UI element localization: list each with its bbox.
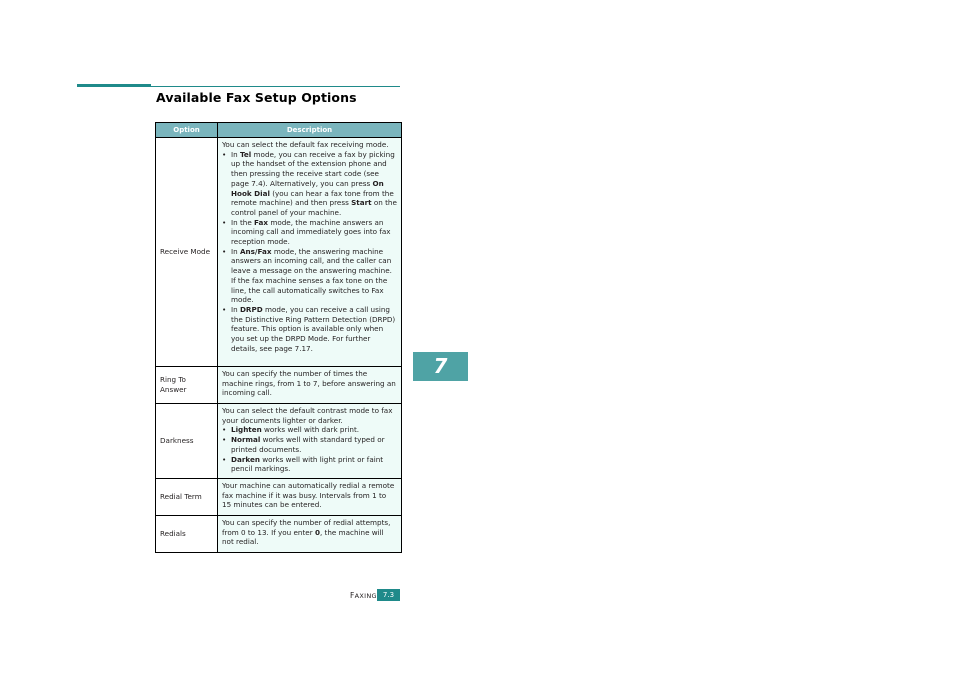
fax-options-table <box>155 122 402 553</box>
column-header-description: Description <box>218 123 402 138</box>
description-darkness <box>218 404 402 479</box>
description-text <box>222 518 397 547</box>
description-text: Your machine can automatically redial a remote fax machine if it was busy. Intervals from 1 to 15 minutes can be entered. <box>222 481 395 510</box>
option-darkness: Darkness <box>156 404 218 479</box>
header-rule-thin <box>151 86 400 87</box>
table-row <box>156 367 402 404</box>
list-item <box>222 435 397 454</box>
text: mode, the answering machine answers an incoming call, and the caller can leave a message on the answering machine. If the fax machine senses a fax tone on the line, the call automatically switches to Fax mode. <box>231 246 392 305</box>
text: works well with light print or faint pencil markings. <box>231 454 384 474</box>
bullet-glyph: • <box>222 435 227 445</box>
description-ring-to-answer <box>218 367 402 404</box>
text: In <box>231 149 240 159</box>
text: In <box>231 246 240 256</box>
bullet-glyph: • <box>222 454 227 464</box>
list-item <box>222 305 397 354</box>
keyword: On Hook Dial <box>231 178 384 198</box>
keyword: Normal <box>231 435 261 445</box>
description-redial-term <box>218 479 402 516</box>
keyword: Ans/Fax <box>239 246 272 256</box>
section-title: Available Fax Setup Options <box>156 90 357 105</box>
text: In <box>231 304 240 314</box>
text: mode, you can receive a call using the Distinctive Ring Pattern Detection (DRPD) feature. This option is available only when you set up the DRPD Mode. For further details, see page 7.17. <box>231 304 396 353</box>
bullet-list <box>222 425 397 474</box>
text: on the control panel of your machine. <box>231 198 397 217</box>
text: mode, you can receive a fax by picking up the handset of the extension phone and then pressing the receive start code (see page 7.4). Alternatively, you can press <box>231 149 395 188</box>
table-header-row <box>156 123 402 138</box>
option-redial-term: Redial Term <box>156 479 218 516</box>
header-rule-thick <box>77 84 151 87</box>
bullet-glyph: • <box>222 425 227 435</box>
description-receive-mode <box>218 138 402 367</box>
option-receive-mode: Receive Mode <box>156 138 218 367</box>
list-item <box>222 425 397 435</box>
keyword: Start <box>351 198 372 208</box>
keyword: DRPD <box>239 304 263 314</box>
text: mode, the machine answers an incoming call and immediately goes into fax reception mode. <box>231 217 391 247</box>
keyword: 0 <box>314 527 320 537</box>
text: , the machine will not redial. <box>222 527 384 547</box>
list-item <box>222 218 397 247</box>
list-item <box>222 455 397 474</box>
description-text: You can specify the number of times the machine rings, from 1 to 7, before answering an incoming call. <box>222 369 396 398</box>
table-row <box>156 138 402 367</box>
list-item <box>222 247 397 305</box>
option-redials: Redials <box>156 516 218 553</box>
description-intro: You can select the default fax receiving mode. <box>222 140 389 149</box>
table-row <box>156 479 402 516</box>
text: works well with dark print. <box>261 425 360 435</box>
footer-label-rest: AXING <box>354 592 377 600</box>
keyword: Tel <box>239 149 252 159</box>
description-redials <box>218 516 402 553</box>
text: In the <box>231 217 255 227</box>
bullet-list <box>222 150 397 354</box>
bullet-glyph: • <box>222 304 227 314</box>
description-intro: You can select the default contrast mode to fax your documents lighter or darker. <box>222 406 393 425</box>
keyword: Lighten <box>231 425 262 435</box>
table-row <box>156 404 402 479</box>
keyword: Fax <box>254 217 269 227</box>
bullet-glyph: • <box>222 149 227 159</box>
keyword: Darken <box>231 454 260 464</box>
list-item <box>222 150 397 218</box>
footer-label-cap: F <box>350 591 355 600</box>
column-header-option: Option <box>156 123 218 138</box>
page-number: 7.3 <box>377 589 400 601</box>
text: (you can hear a fax tone from the remote machine) and then press <box>231 188 394 208</box>
table-row <box>156 516 402 553</box>
footer-section-label <box>350 591 377 600</box>
option-ring-to-answer: Ring To Answer <box>156 367 218 404</box>
bullet-glyph: • <box>222 217 227 227</box>
bullet-glyph: • <box>222 246 227 256</box>
text: You can specify the number of redial attempts, from 0 to 13. If you enter <box>222 518 391 537</box>
chapter-number-badge: 7 <box>413 352 468 381</box>
text: works well with standard typed or printed documents. <box>231 435 385 454</box>
